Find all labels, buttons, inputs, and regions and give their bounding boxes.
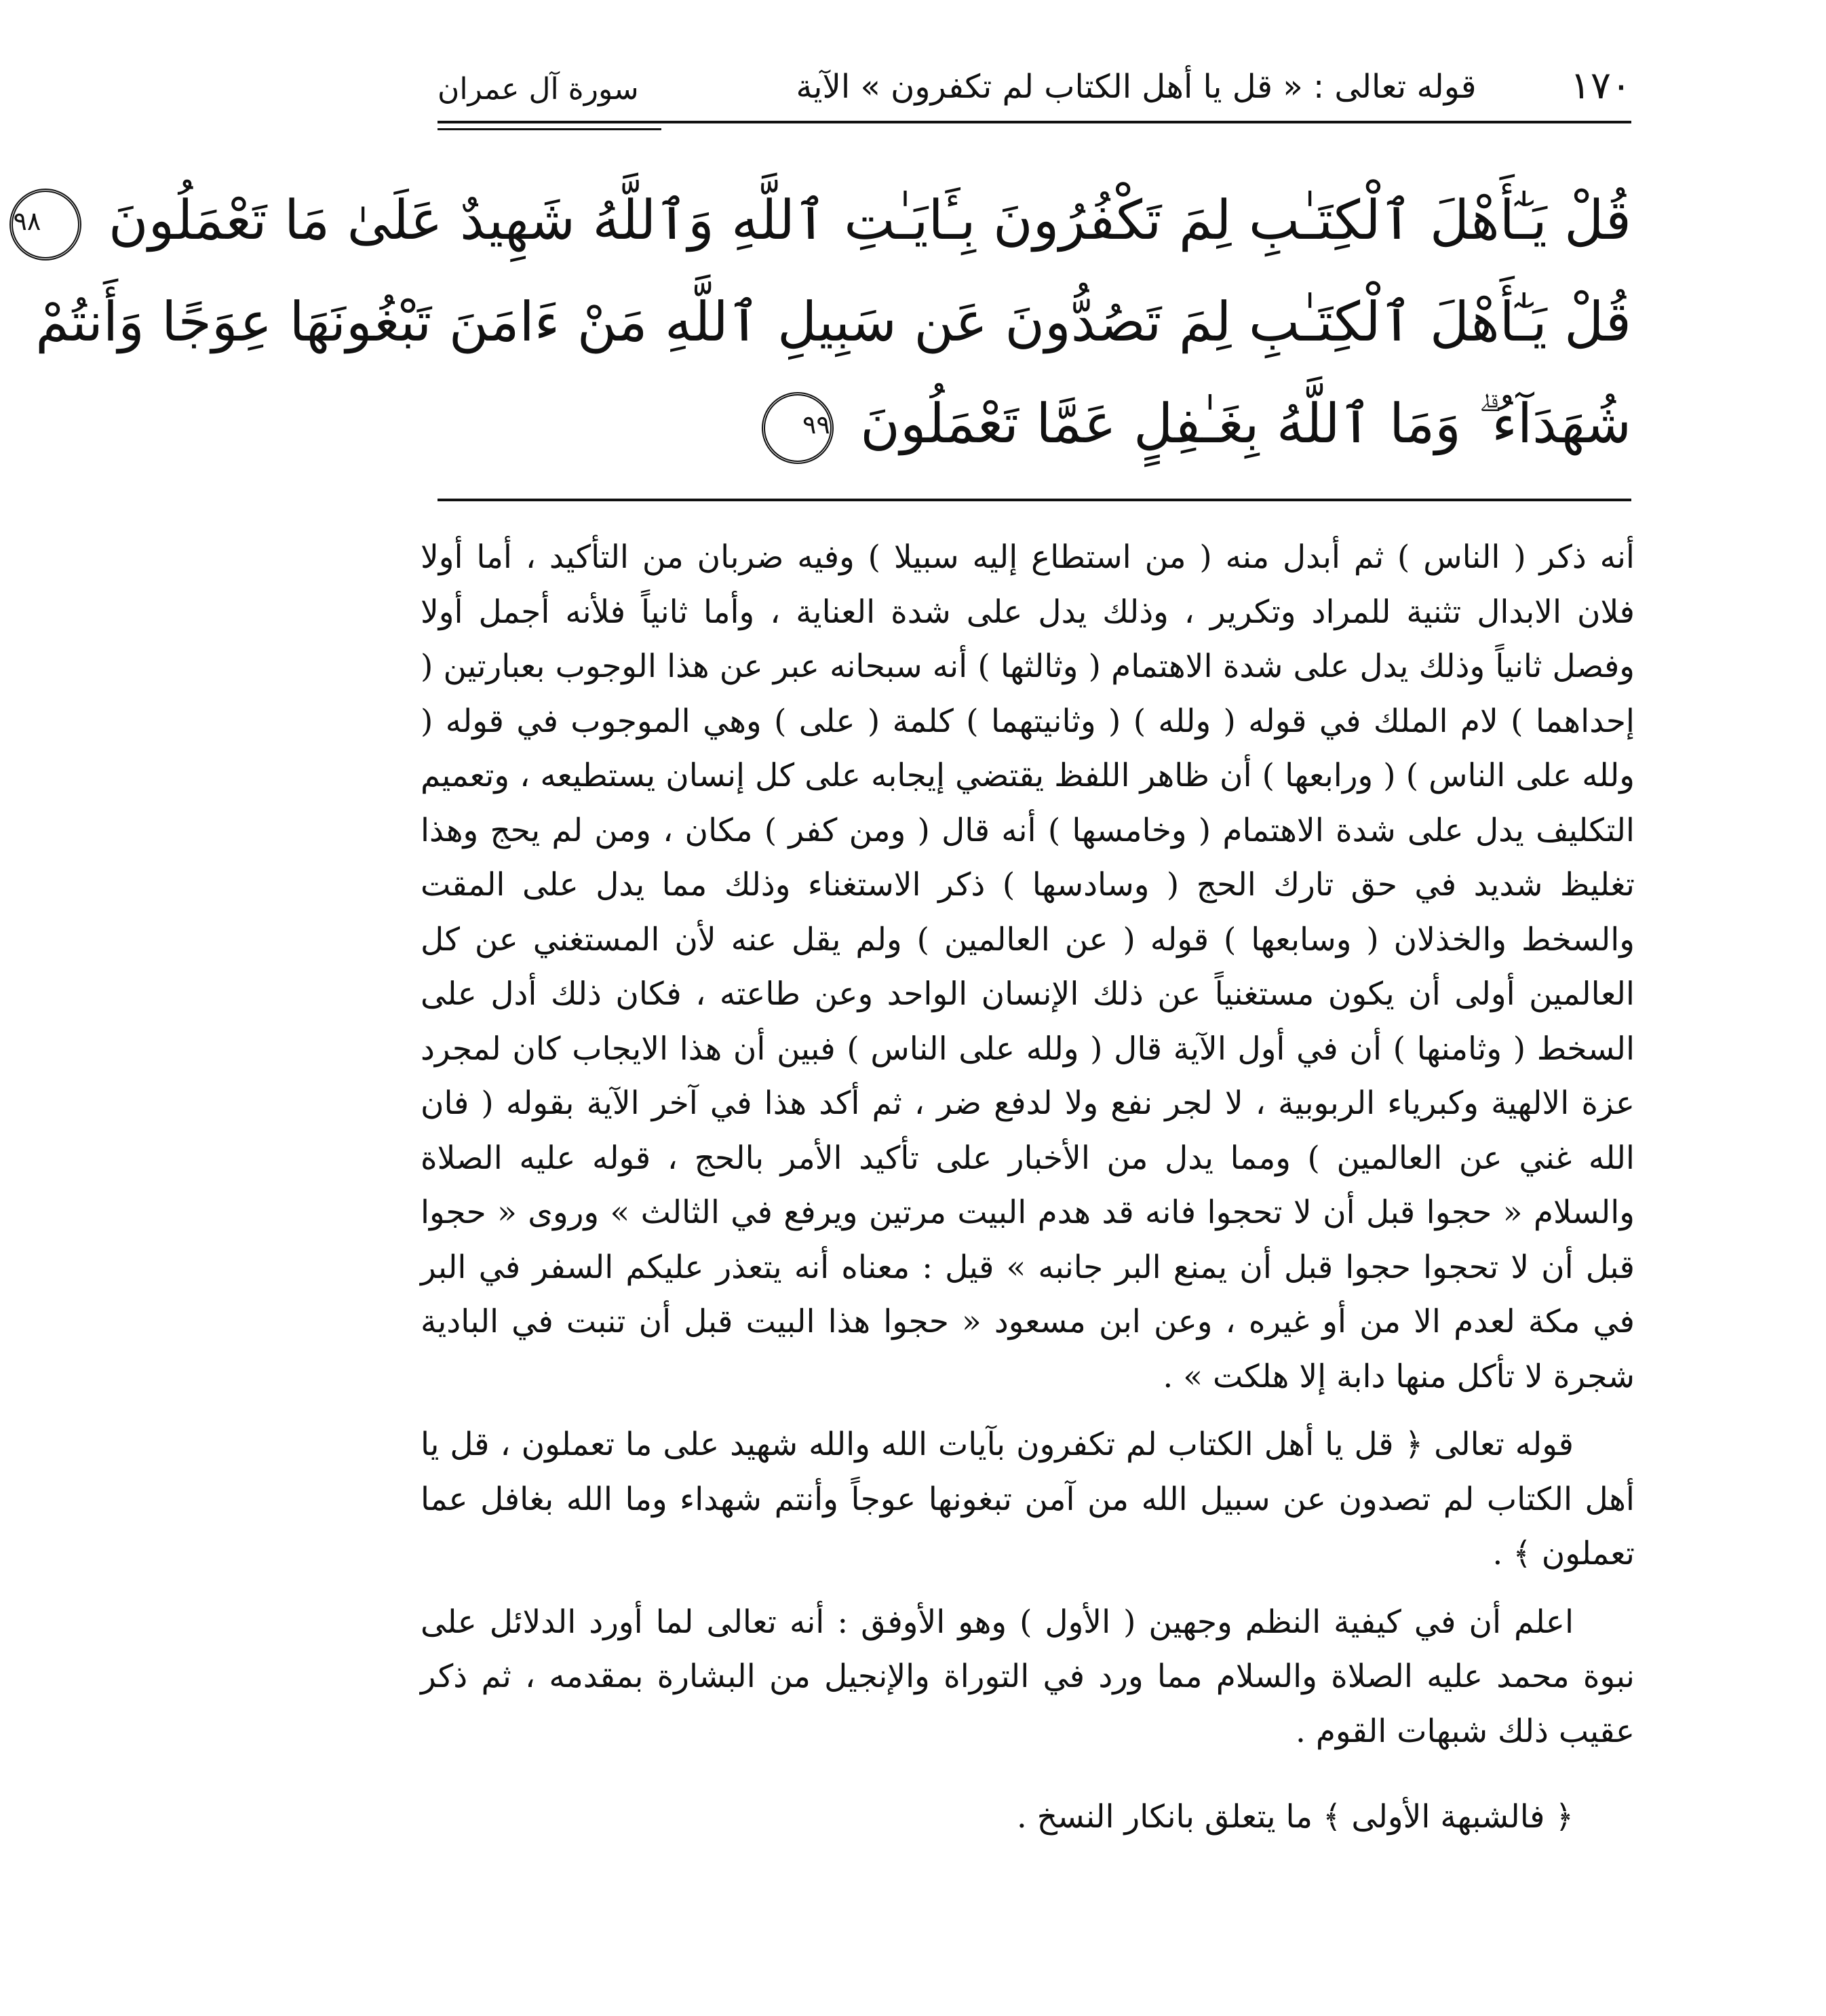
- ayah-number-98: ٩٨: [9, 189, 81, 260]
- commentary-paragraph-3: اعلم أن في كيفية النظم وجهين ( الأول ) وهو الأوفق : أنه تعالى لما أورد الدلائل على نبوة محمد عليه الصلاة والسلام مما ورد في التوراة والإنجيل من البشارة بمقدمه ، ثم ذكر عقيب ذلك شبهات القوم .: [421, 1603, 1635, 1750]
- verse-98-text: قُلْ يَـٰٓأَهْلَ ٱلْكِتَـٰبِ لِمَ تَكْفُرُونَ بِـَٔايَـٰتِ ٱللَّهِ وَٱللَّهُ شَهِيدٌ عَلَىٰ مَا تَعْمَلُونَ: [108, 189, 1631, 252]
- running-title: قوله تعالى : « قل يا أهل الكتاب لم تكفرون » الآية: [796, 68, 1477, 106]
- surah-name: سورة آل عمران: [438, 72, 639, 106]
- surah-underline: [438, 128, 661, 130]
- commentary-body: [421, 530, 1635, 1845]
- quran-line-2: [35, 271, 1631, 373]
- quran-line-3: [424, 373, 1631, 475]
- section-divider: [438, 499, 1631, 501]
- ayah-number-99: ٩٩: [762, 392, 834, 464]
- commentary-paragraph-1: أنه ذكر ( الناس ) ثم أبدل منه ( من استطاع إليه سبيلا ) وفيه ضربان من التأكيد ، أما أولا فلان الابدال تثنية للمراد وتكرير ، وذلك يدل على شدة العناية ، وأما ثانياً فلأنه أجمل أولا وفصل ثانياً وذلك يدل على شدة الاهتمام ( وثالثها ) أنه سبحانه عبر عن هذا الوجوب بعبارتين ( إحداهما ) لام الملك في قوله ( ولله ) ( وثانيتهما ) كلمة ( على ) وهي الموجوب في قوله ( ولله على الناس ) ( ورابعها ) أن ظاهر اللفظ يقتضي إيجابه على كل إنسان يستطيعه ، وتعميم التكليف يدل على شدة الاهتمام ( وخامسها ) أنه قال ( ومن كفر ) مكان ، ومن لم يحج وهذا تغليظ شديد في حق تارك الحج ( وسادسها ) ذكر الاستغناء وذلك مما يدل على المقت والسخط والخذلان ( وسابعها ) قوله ( عن العالمين ) ولم يقل عنه لأن المستغني عن كل العالمين أولى أن يكون مستغنياً عن ذلك الإنسان الواحد وعن طاعته ، فكان ذلك أدل على السخط ( وثامنها ) أن في أول الآية قال ( ولله على الناس ) فبين أن هذا الايجاب كان لمجرد عزة الالهية وكبرياء الربوبية ، لا لجر نفع ولا لدفع ضر ، ثم أكد هذا في آخر الآية بقوله ( فان الله غني عن العالمين ) ومما يدل من الأخبار على تأكيد الأمر بالحج ، قوله عليه الصلاة والسلام « حجوا قبل أن لا تحجوا فانه قد هدم البيت مرتين ويرفع في الثالث » وروى « حجوا قبل أن لا تحجوا حجوا قبل أن يمنع البر جانبه » قيل : معناه أنه يتعذر عليكم السفر في البر في مكة لعدم الا من أو غيره ، وعن ابن مسعود « حجوا هذا البيت قبل أن تنبت في البادية شجرة لا تأكل منها دابة إلا هلكت » .: [421, 539, 1635, 1395]
- quran-line-1: [13, 170, 1631, 271]
- verse-99-text-part2: شُهَدَآءُ ۗ وَمَا ٱللَّهُ بِغَـٰفِلٍ عَمَّا تَعْمَلُونَ: [860, 392, 1631, 455]
- quran-verses: [13, 170, 1631, 475]
- page-number: ١٧٠: [1570, 64, 1631, 108]
- commentary-paragraph-2: قوله تعالى ﴿ قل يا أهل الكتاب لم تكفرون بآيات الله والله شهيد على ما تعملون ، قل يا أهل الكتاب لم تصدون عن سبيل الله من آمن تبغونها عوجاً وأنتم شهداء وما الله بغافل عما تعملون ﴾ .: [421, 1426, 1635, 1572]
- commentary-paragraph-4: ﴿ فالشبهة الأولى ﴾ ما يتعلق بانكار النسخ .: [1016, 1798, 1574, 1836]
- page-header: [438, 60, 1631, 123]
- verse-99-text-part1: قُلْ يَـٰٓأَهْلَ ٱلْكِتَـٰبِ لِمَ تَصُدُّونَ عَن سَبِيلِ ٱللَّهِ مَنْ ءَامَنَ تَبْغُونَهَا عِوَجًا وَأَنتُمْ: [35, 290, 1631, 353]
